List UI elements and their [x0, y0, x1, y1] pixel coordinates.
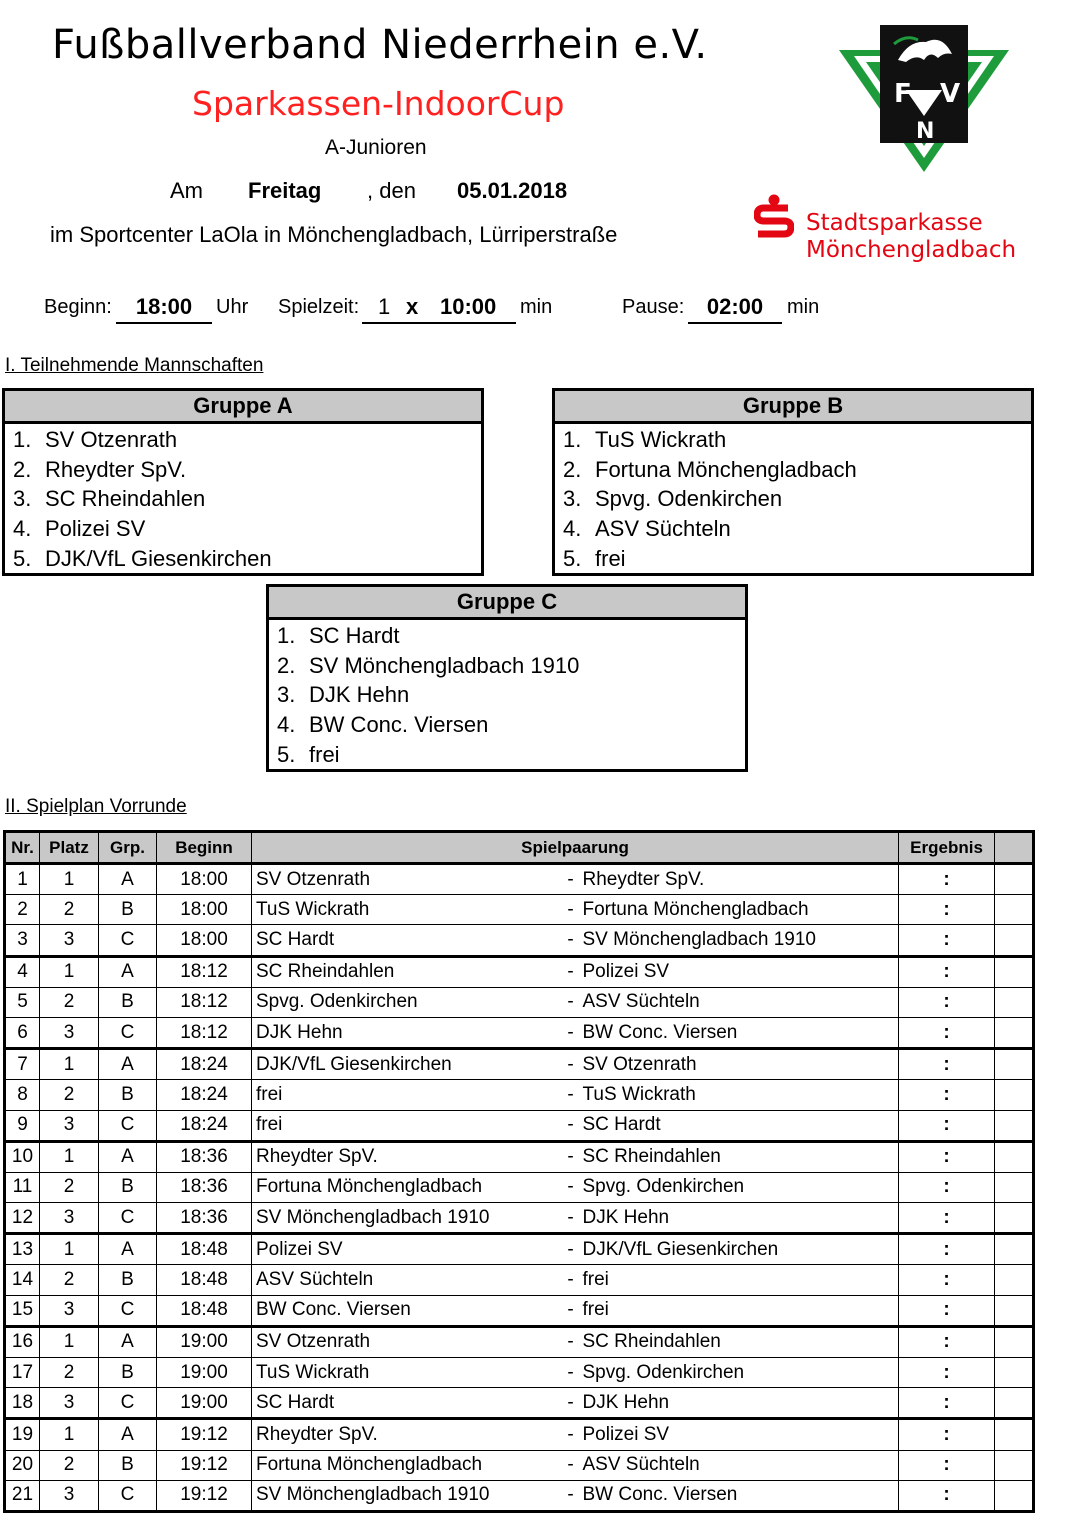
match-time: 19:00 — [157, 1326, 252, 1357]
table-row — [5, 1419, 1034, 1450]
match-group: B — [99, 895, 157, 925]
table-row — [5, 987, 1034, 1017]
match-time: 18:48 — [157, 1265, 252, 1295]
match-pitch: 1 — [40, 1234, 99, 1265]
match-pitch: 1 — [40, 864, 99, 895]
table-row — [5, 1265, 1034, 1295]
home-team: SC Hardt — [252, 1388, 561, 1419]
group-b-team: 4. ASV Süchteln — [563, 516, 731, 542]
group-b-team: 3. Spvg. Odenkirchen — [563, 486, 783, 512]
sparkasse-line2: Mönchengladbach — [806, 237, 1017, 263]
match-time: 18:48 — [157, 1234, 252, 1265]
pairing-separator: - — [561, 987, 581, 1017]
group-c-team: 3. DJK Hehn — [277, 682, 410, 708]
date-prefix-label: Am — [170, 178, 203, 203]
blank-cell — [995, 1080, 1034, 1110]
match-time: 18:12 — [157, 956, 252, 987]
home-team: SV Otzenrath — [252, 864, 561, 895]
blank-cell — [995, 1172, 1034, 1202]
home-team: BW Conc. Viersen — [252, 1295, 561, 1326]
blank-cell — [995, 987, 1034, 1017]
away-team: SC Rheindahlen — [581, 1326, 899, 1357]
match-nr: 4 — [5, 956, 40, 987]
match-nr: 14 — [5, 1265, 40, 1295]
match-pitch: 3 — [40, 925, 99, 956]
home-team: DJK Hehn — [252, 1017, 561, 1048]
result-field[interactable]: : — [899, 1049, 995, 1080]
match-group: C — [99, 1203, 157, 1234]
group-a-team: 4. Polizei SV — [13, 516, 146, 542]
pairing-separator: - — [561, 1358, 581, 1388]
header-grp: Grp. — [99, 832, 157, 864]
pause-value: 02:00 — [688, 294, 782, 324]
federation-title: Fußballverband Niederrhein e.V. — [52, 22, 708, 68]
match-nr: 18 — [5, 1388, 40, 1419]
match-pitch: 3 — [40, 1388, 99, 1419]
match-pitch: 3 — [40, 1480, 99, 1511]
away-team: TuS Wickrath — [581, 1080, 899, 1110]
match-nr: 3 — [5, 925, 40, 956]
header-ergebnis: Ergebnis — [899, 832, 995, 864]
result-field[interactable]: : — [899, 1172, 995, 1202]
match-group: A — [99, 1419, 157, 1450]
sparkasse-logo — [754, 194, 1044, 274]
match-time: 18:24 — [157, 1049, 252, 1080]
home-team: SV Mönchengladbach 1910 — [252, 1203, 561, 1234]
group-b-team: 5. frei — [563, 545, 626, 571]
match-group: B — [99, 987, 157, 1017]
blank-cell — [995, 1419, 1034, 1450]
away-team: frei — [581, 1265, 899, 1295]
playtime-count: 1 — [378, 294, 391, 319]
pause-unit: min — [787, 296, 820, 318]
match-pitch: 2 — [40, 1450, 99, 1480]
match-time: 18:24 — [157, 1080, 252, 1110]
group-a-title: Gruppe A — [5, 391, 481, 424]
home-team: TuS Wickrath — [252, 1358, 561, 1388]
pairing-separator: - — [561, 1141, 581, 1172]
group-c-team: 5. frei — [277, 741, 340, 767]
match-time: 18:00 — [157, 925, 252, 956]
match-pitch: 2 — [40, 1080, 99, 1110]
match-nr: 9 — [5, 1110, 40, 1141]
result-field[interactable]: : — [899, 1388, 995, 1419]
match-nr: 2 — [5, 895, 40, 925]
match-pitch: 2 — [40, 895, 99, 925]
match-nr: 16 — [5, 1326, 40, 1357]
match-time: 19:12 — [157, 1450, 252, 1480]
away-team: DJK Hehn — [581, 1203, 899, 1234]
away-team: DJK Hehn — [581, 1388, 899, 1419]
blank-cell — [995, 956, 1034, 987]
blank-cell — [995, 1110, 1034, 1141]
fvn-letter-f: F — [894, 79, 912, 109]
blank-cell — [995, 1141, 1034, 1172]
blank-cell — [995, 864, 1034, 895]
match-group: A — [99, 864, 157, 895]
blank-cell — [995, 1358, 1034, 1388]
group-b-team: 2. Fortuna Mönchengladbach — [563, 456, 857, 482]
result-field[interactable]: : — [899, 1358, 995, 1388]
table-row — [5, 925, 1034, 956]
home-team: Spvg. Odenkirchen — [252, 987, 561, 1017]
away-team: DJK/VfL Giesenkirchen — [581, 1234, 899, 1265]
group-b-box — [552, 388, 1034, 576]
event-date: 05.01.2018 — [457, 178, 568, 203]
match-pitch: 1 — [40, 1419, 99, 1450]
pairing-separator: - — [561, 1265, 581, 1295]
match-group: C — [99, 1388, 157, 1419]
match-time: 18:00 — [157, 864, 252, 895]
result-field[interactable]: : — [899, 1326, 995, 1357]
result-field[interactable]: : — [899, 987, 995, 1017]
pairing-separator: - — [561, 1110, 581, 1141]
match-nr: 8 — [5, 1080, 40, 1110]
result-field[interactable]: : — [899, 1234, 995, 1265]
blank-cell — [995, 1388, 1034, 1419]
sparkasse-line1: Stadtsparkasse — [806, 210, 983, 236]
match-nr: 1 — [5, 864, 40, 895]
fvn-logo — [834, 20, 1014, 180]
match-group: C — [99, 1017, 157, 1048]
match-time: 19:12 — [157, 1419, 252, 1450]
section-teams-heading: I. Teilnehmende Mannschaften — [5, 355, 264, 376]
home-team: frei — [252, 1080, 561, 1110]
result-field[interactable]: : — [899, 1110, 995, 1141]
match-time: 18:00 — [157, 895, 252, 925]
table-row — [5, 1203, 1034, 1234]
match-time: 18:12 — [157, 987, 252, 1017]
match-nr: 7 — [5, 1049, 40, 1080]
match-group: A — [99, 1141, 157, 1172]
match-group: C — [99, 1295, 157, 1326]
sparkasse-s-icon — [754, 194, 794, 238]
away-team: SV Otzenrath — [581, 1049, 899, 1080]
result-field[interactable]: : — [899, 1480, 995, 1511]
table-row — [5, 1080, 1034, 1110]
away-team: Polizei SV — [581, 956, 899, 987]
pairing-separator: - — [561, 1234, 581, 1265]
match-group: B — [99, 1450, 157, 1480]
match-nr: 21 — [5, 1480, 40, 1511]
pairing-separator: - — [561, 1388, 581, 1419]
away-team: SC Rheindahlen — [581, 1141, 899, 1172]
match-time: 18:36 — [157, 1203, 252, 1234]
away-team: BW Conc. Viersen — [581, 1480, 899, 1511]
match-nr: 6 — [5, 1017, 40, 1048]
blank-cell — [995, 1203, 1034, 1234]
table-row — [5, 1049, 1034, 1080]
match-group: B — [99, 1358, 157, 1388]
match-nr: 15 — [5, 1295, 40, 1326]
home-team: DJK/VfL Giesenkirchen — [252, 1049, 561, 1080]
match-pitch: 1 — [40, 1326, 99, 1357]
table-row — [5, 1480, 1034, 1511]
match-pitch: 3 — [40, 1110, 99, 1141]
home-team: Polizei SV — [252, 1234, 561, 1265]
pairing-separator: - — [561, 1295, 581, 1326]
header-beginn: Beginn — [157, 832, 252, 864]
blank-cell — [995, 1480, 1034, 1511]
blank-cell — [995, 895, 1034, 925]
match-pitch: 2 — [40, 987, 99, 1017]
pairing-separator: - — [561, 1203, 581, 1234]
home-team: Fortuna Mönchengladbach — [252, 1172, 561, 1202]
match-group: C — [99, 1480, 157, 1511]
match-group: A — [99, 1326, 157, 1357]
match-nr: 10 — [5, 1141, 40, 1172]
match-pitch: 3 — [40, 1295, 99, 1326]
pause-label: Pause: — [622, 296, 685, 318]
header-platz: Platz — [40, 832, 99, 864]
playtime-multiplier: x — [406, 294, 419, 319]
away-team: Fortuna Mönchengladbach — [581, 895, 899, 925]
blank-cell — [995, 1017, 1034, 1048]
result-field[interactable]: : — [899, 1419, 995, 1450]
table-row — [5, 864, 1034, 895]
table-row — [5, 1358, 1034, 1388]
match-time: 18:12 — [157, 1017, 252, 1048]
group-a-team: 5. DJK/VfL Giesenkirchen — [13, 545, 272, 571]
table-row — [5, 1172, 1034, 1202]
playtime-value: 10:00 — [440, 294, 497, 319]
away-team: Spvg. Odenkirchen — [581, 1358, 899, 1388]
result-field[interactable]: : — [899, 1017, 995, 1048]
match-nr: 19 — [5, 1419, 40, 1450]
home-team: frei — [252, 1110, 561, 1141]
home-team: SV Otzenrath — [252, 1326, 561, 1357]
table-row — [5, 1388, 1034, 1419]
weekday: Freitag — [248, 178, 322, 203]
match-pitch: 1 — [40, 1141, 99, 1172]
result-field[interactable]: : — [899, 895, 995, 925]
begin-label: Beginn: — [44, 296, 112, 318]
age-group: A-Junioren — [325, 136, 427, 159]
pairing-separator: - — [561, 1017, 581, 1048]
match-time: 18:48 — [157, 1295, 252, 1326]
pairing-separator: - — [561, 1172, 581, 1202]
match-group: C — [99, 925, 157, 956]
date-den-label: , den — [367, 178, 416, 203]
fvn-letter-n: N — [916, 119, 935, 144]
away-team: SC Hardt — [581, 1110, 899, 1141]
result-field[interactable]: : — [899, 925, 995, 956]
match-nr: 13 — [5, 1234, 40, 1265]
match-group: A — [99, 1049, 157, 1080]
home-team: SV Mönchengladbach 1910 — [252, 1480, 561, 1511]
pairing-separator: - — [561, 1080, 581, 1110]
home-team: TuS Wickrath — [252, 895, 561, 925]
table-row — [5, 895, 1034, 925]
header-blank — [995, 832, 1034, 864]
pairing-separator: - — [561, 956, 581, 987]
away-team: SV Mönchengladbach 1910 — [581, 925, 899, 956]
group-a-team: 3. SC Rheindahlen — [13, 486, 206, 512]
away-team: ASV Süchteln — [581, 987, 899, 1017]
match-pitch: 3 — [40, 1203, 99, 1234]
schedule-table — [3, 830, 1035, 1513]
match-pitch: 1 — [40, 956, 99, 987]
pairing-separator: - — [561, 1450, 581, 1480]
home-team: SC Rheindahlen — [252, 956, 561, 987]
blank-cell — [995, 1234, 1034, 1265]
blank-cell — [995, 1295, 1034, 1326]
home-team: Rheydter SpV. — [252, 1141, 561, 1172]
blank-cell — [995, 1450, 1034, 1480]
group-c-box — [266, 584, 748, 772]
group-b-title: Gruppe B — [555, 391, 1031, 424]
away-team: ASV Süchteln — [581, 1450, 899, 1480]
away-team: Spvg. Odenkirchen — [581, 1172, 899, 1202]
venue: im Sportcenter LaOla in Mönchengladbach, Lürriperstraße — [50, 222, 618, 247]
result-field[interactable]: : — [899, 1203, 995, 1234]
group-c-team: 1. SC Hardt — [277, 623, 400, 648]
pairing-separator: - — [561, 1419, 581, 1450]
table-row — [5, 956, 1034, 987]
match-nr: 20 — [5, 1450, 40, 1480]
result-field[interactable]: : — [899, 864, 995, 895]
match-nr: 5 — [5, 987, 40, 1017]
match-pitch: 3 — [40, 1017, 99, 1048]
fvn-letter-v: V — [940, 79, 961, 109]
match-group: A — [99, 1234, 157, 1265]
table-row — [5, 1017, 1034, 1048]
table-row — [5, 1326, 1034, 1357]
group-c-team: 2. SV Mönchengladbach 1910 — [277, 652, 580, 678]
blank-cell — [995, 1265, 1034, 1295]
match-pitch: 1 — [40, 1049, 99, 1080]
away-team: Polizei SV — [581, 1419, 899, 1450]
table-row — [5, 1110, 1034, 1141]
table-row — [5, 1141, 1034, 1172]
match-time: 19:12 — [157, 1480, 252, 1511]
begin-unit: Uhr — [216, 296, 249, 318]
result-field[interactable]: : — [899, 1450, 995, 1480]
home-team: Rheydter SpV. — [252, 1419, 561, 1450]
group-a-box — [2, 388, 484, 576]
result-field[interactable]: : — [899, 1265, 995, 1295]
blank-cell — [995, 925, 1034, 956]
match-pitch: 2 — [40, 1358, 99, 1388]
match-group: B — [99, 1265, 157, 1295]
away-team: BW Conc. Viersen — [581, 1017, 899, 1048]
pairing-separator: - — [561, 895, 581, 925]
home-team: ASV Süchteln — [252, 1265, 561, 1295]
home-team: SC Hardt — [252, 925, 561, 956]
group-c-team: 4. BW Conc. Viersen — [277, 712, 489, 738]
away-team: frei — [581, 1295, 899, 1326]
match-nr: 17 — [5, 1358, 40, 1388]
pairing-separator: - — [561, 864, 581, 895]
tournament-title: Sparkassen-IndoorCup — [192, 84, 565, 123]
group-b-team: 1. TuS Wickrath — [563, 427, 727, 452]
match-nr: 12 — [5, 1203, 40, 1234]
table-row — [5, 1295, 1034, 1326]
match-group: B — [99, 1080, 157, 1110]
match-nr: 11 — [5, 1172, 40, 1202]
match-time: 18:24 — [157, 1110, 252, 1141]
match-time: 18:36 — [157, 1172, 252, 1202]
header-spielpaarung: Spielpaarung — [252, 832, 899, 864]
group-a-team: 1. SV Otzenrath — [13, 427, 178, 452]
group-c-title: Gruppe C — [269, 587, 745, 620]
match-time: 18:36 — [157, 1141, 252, 1172]
home-team: Fortuna Mönchengladbach — [252, 1450, 561, 1480]
result-field[interactable]: : — [899, 1141, 995, 1172]
table-row — [5, 1234, 1034, 1265]
section-schedule-heading: II. Spielplan Vorrunde — [5, 796, 187, 817]
away-team: Rheydter SpV. — [581, 864, 899, 895]
result-field[interactable]: : — [899, 1080, 995, 1110]
schedule-header-row — [5, 832, 1034, 864]
match-group: A — [99, 956, 157, 987]
match-group: C — [99, 1110, 157, 1141]
pairing-separator: - — [561, 1326, 581, 1357]
table-row — [5, 1450, 1034, 1480]
result-field[interactable]: : — [899, 956, 995, 987]
pairing-separator: - — [561, 925, 581, 956]
pairing-separator: - — [561, 1480, 581, 1511]
header-nr: Nr. — [5, 832, 40, 864]
match-time: 19:00 — [157, 1388, 252, 1419]
begin-value: 18:00 — [116, 294, 212, 324]
playtime-label: Spielzeit: — [278, 296, 360, 318]
match-pitch: 2 — [40, 1265, 99, 1295]
blank-cell — [995, 1326, 1034, 1357]
result-field[interactable]: : — [899, 1295, 995, 1326]
group-a-team: 2. Rheydter SpV. — [13, 456, 187, 482]
blank-cell — [995, 1049, 1034, 1080]
playtime-unit: min — [520, 296, 553, 318]
match-time: 19:00 — [157, 1358, 252, 1388]
match-pitch: 2 — [40, 1172, 99, 1202]
match-group: B — [99, 1172, 157, 1202]
pairing-separator: - — [561, 1049, 581, 1080]
